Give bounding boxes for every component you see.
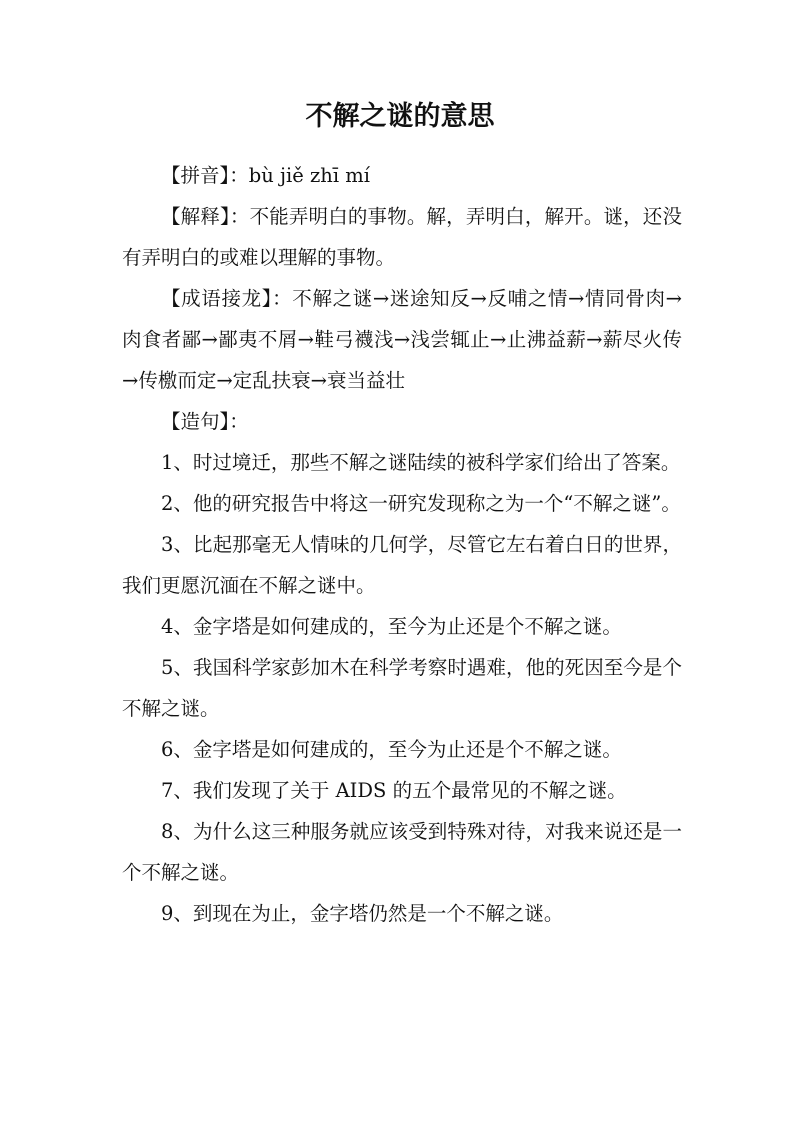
example-sentence-3: 3、比起那毫无人情味的几何学，尽管它左右着白日的世界，我们更愿沉湎在不解之谜中。: [122, 533, 682, 597]
explanation-value: 不能弄明白的事物。解，弄明白，解开。谜，还没有弄明白的或难以理解的事物。: [122, 205, 682, 269]
explanation-label: 【解释】：: [161, 205, 250, 228]
example-sentence-9: 9、到现在为止，金字塔仍然是一个不解之谜。: [161, 902, 564, 925]
examples-heading: 【造句】：: [161, 410, 249, 433]
example-sentence-2: 2、他的研究报告中将这一研究发现称之为一个“不解之谜”。: [161, 492, 681, 515]
example-sentence-8: 8、为什么这三种服务就应该受到特殊对待，对我来说还是一个不解之谜。: [122, 820, 682, 884]
pinyin-value: bù jiě zhī mí: [248, 164, 371, 187]
pinyin-label: 【拼音】：: [161, 164, 249, 187]
example-sentence-4: 4、金字塔是如何建成的，至今为止还是个不解之谜。: [161, 615, 622, 638]
example-sentence-1: 1、时过境迁，那些不解之谜陆续的被科学家们给出了答案。: [161, 451, 681, 474]
document-body: [122, 155, 682, 934]
page-title: 不解之谜的意思: [305, 101, 495, 132]
example-sentence-6: 6、金字塔是如何建成的，至今为止还是个不解之谜。: [161, 738, 622, 761]
explanation-paragraph: [122, 196, 682, 278]
idiom-chain-paragraph: [122, 278, 682, 401]
pinyin-paragraph: [122, 155, 682, 196]
idiom-chain-value: 不解之谜→迷途知反→反哺之情→情同骨肉→肉食者鄙→鄙夷不屑→鞋弓襪浅→浅尝辄止→止沸益薪→薪尽火传→传檄而定→定乱扶衰→衰当益壮: [122, 287, 682, 392]
example-sentence-5: 5、我国科学家彭加木在科学考察时遇难，他的死因至今是个不解之谜。: [122, 656, 682, 720]
example-sentence-7: 7、我们发现了关于 AIDS 的五个最常见的不解之谜。: [161, 779, 627, 802]
idiom-chain-label: 【成语接龙】：: [161, 287, 293, 310]
